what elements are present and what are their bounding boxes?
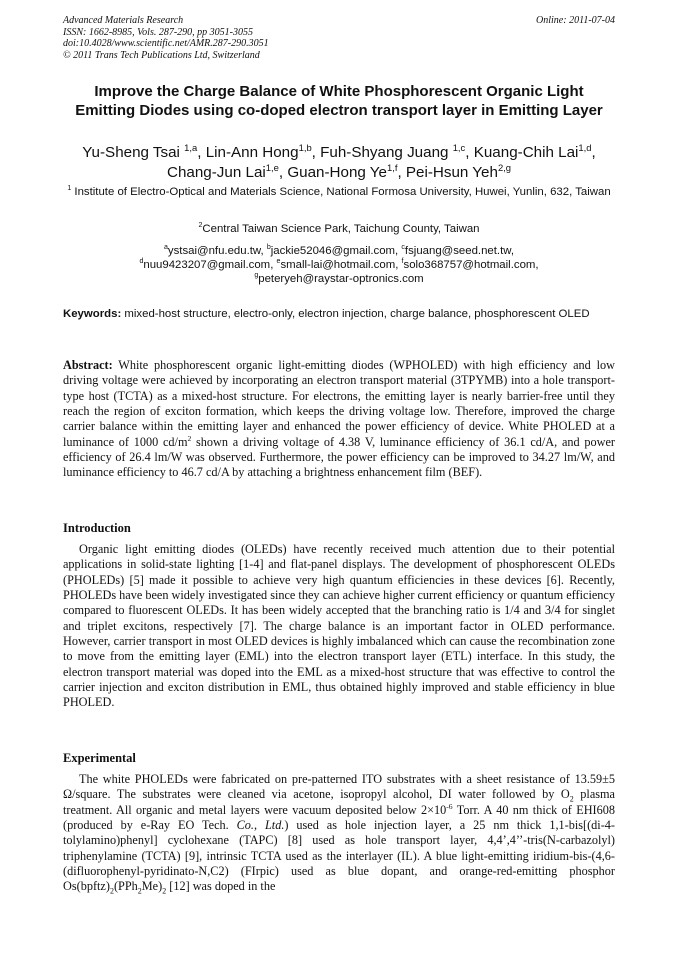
email-link[interactable]: $^e$small-lai@hotmail.com bbox=[276, 258, 396, 271]
abstract: Abstract: White phosphorescent organic light-emitting diodes (WPHOLED) with high efficiency and low driving voltage were achieved by incorporating an electron transport material (3TPYMB) into a hole transport-type host (TCTA) as a mixed-host structure. For electrons, the emitting layer is nearly barrier-free until they reach the region of exciton formation, which keeps the driving voltage low. Therefore, improved the charge carrier balance within the emitting layer and enhanced the power efficiency of device. White PHOLED at a luminance of 1000 $cd/m^2$ shown a driving voltage of 4.38 V, luminance efficiency of 36.1 cd/A, and power efficiency of 26.4 lm/W was observed. Furthermore, the power efficiency can be improved to 34.27 lm/W, and luminance efficiency to 46.7 cd/A by attaching a brightness enhancement film (BEF). bbox=[63, 358, 615, 480]
email-link[interactable]: $^c$fsjuang@seed.net.tw bbox=[401, 244, 511, 257]
section-heading-experimental: Experimental bbox=[63, 751, 136, 765]
author-list bbox=[63, 143, 615, 183]
author-emails: $^a$ystsai@nfu.edu.tw, $^b$jackie52046@gmail.com, $^c$fsjuang@seed.net.tw, $^d$nuu9423207@gmail.com, $^e$small-lai@hotmail.com, $^f$solo368757@hotmail.com, $^g$peteryeh@raystar-optronics.com bbox=[139, 244, 539, 285]
affiliation: $^1$ Institute of Electro-Optical and Materials Science, National Formosa University, Huwei, Yunlin, 632, Taiwan bbox=[67, 185, 611, 198]
introduction-paragraph: Organic light emitting diodes (OLEDs) have recently received much attention due to their potential applications in solid-state lighting [1-4] and flat-panel displays. The development of phosphorescent OLEDs (PHOLEDs) [5] made it possible to achieve very high quantum efficiencies in these devices [6]. Recently, PHOLEDs have been widely investigated since they can achieve higher current efficiency or quantum efficiency compared to fluorescent OLEDs. It has been widely accepted that the branching ratio is 1/4 and 3/4 for singlet and triplet excitons, respectively [7]. The charge balance is an important factor in OLED performance. However, carrier transport in most OLED devices is highly imbalanced which can cause the recombination zone to move from the emitting layer (EML) into the electron transport layer (ETL) interface. In this study, the electron transport material was doped into the EML as a mixed-host structure that was effective to control the carrier injection and exciton distribution in EML, thus obtained highly improved and stable efficiency in blue PHOLED. bbox=[63, 542, 615, 710]
journal-copyright: © 2011 Trans Tech Publications Ltd, Switzerland bbox=[63, 49, 260, 61]
author: Fuh-Shyang Juang $^{1,c}$, bbox=[320, 141, 474, 161]
experimental-paragraph: The white PHOLEDs were fabricated on pre-patterned ITO substrates with a sheet resistance of 13.59±5 Ω/square. The substrates were cleaned via acetone, isopropyl alcohol, DI water followed by $O_2$ plasma treatment. All organic and metal layers were vacuum deposited below $2\times 10^{-6}$ Torr. A 40 nm thick of EHI608 (produced by e-Ray EO Tech. Co., Ltd.) used as hole injection layer, a 25 nm thick 1,1-bis[(di-4-tolylamino)phenyl] cyclohexane (TAPC) [8] used as hole transport layer, 4,4’,4’’-tris(N-carbazolyl) triphenylamine (TCTA) [9], intrinsic TCTA used as the interlayer (IL). A blue light-emitting iridium-bis-(4,6-(difluorophenyl-pyridinato-N,C2) (FIrpic) used as blue dopant, and orange-red-emitting phosphor $Os(bpftz)_2(PPh_2Me)_2$ [12] was doped in the bbox=[63, 772, 615, 896]
journal-issn: ISSN: 1662-8985, Vols. 287-290, pp 3051-3055 bbox=[63, 26, 253, 38]
journal-doi: doi:10.4028/www.scientific.net/AMR.287-290.3051 bbox=[63, 38, 269, 49]
author: Chang-Jun Lai$^{1,e}$, bbox=[166, 161, 288, 181]
paper-title: Improve the Charge Balance of White Phosphorescent Organic Light Emitting Diodes using co-doped electron transport layer in Emitting Layer bbox=[75, 83, 603, 119]
email-link[interactable]: $^a$ystsai@nfu.edu.tw bbox=[163, 244, 261, 257]
author: Lin-Ann Hong$^{1,b}$, bbox=[205, 141, 321, 161]
author: Pei-Hsun Yeh$^{2,g}$ bbox=[405, 161, 512, 181]
section-heading-introduction: Introduction bbox=[63, 521, 131, 535]
abstract-label: Abstract: bbox=[63, 358, 113, 372]
email-link[interactable]: $^b$jackie52046@gmail.com bbox=[266, 244, 396, 257]
email-link[interactable]: $^g$peteryeh@raystar-optronics.com bbox=[254, 272, 424, 285]
online-date: Online: 2011-07-04 bbox=[536, 15, 615, 26]
journal-header bbox=[63, 15, 615, 61]
keywords-label: Keywords: bbox=[63, 308, 122, 320]
email-link[interactable]: $^f$solo368757@hotmail.com bbox=[401, 258, 536, 271]
author: Yu-Sheng Tsai $^{1,a}$, bbox=[82, 141, 206, 161]
author: Kuang-Chih Lai$^{1,d}$, bbox=[473, 141, 596, 161]
email-link[interactable]: $^d$nuu9423207@gmail.com bbox=[139, 258, 271, 271]
author: Guan-Hong Ye$^{1,f}$, bbox=[287, 161, 406, 181]
affiliation: $^2$Central Taiwan Science Park, Taichung County, Taiwan bbox=[198, 222, 480, 235]
keywords-text: mixed-host structure, electro-only, electron injection, charge balance, phosphorescent OLED bbox=[121, 308, 590, 320]
journal-name: Advanced Materials Research bbox=[63, 15, 184, 26]
keywords bbox=[63, 307, 615, 322]
